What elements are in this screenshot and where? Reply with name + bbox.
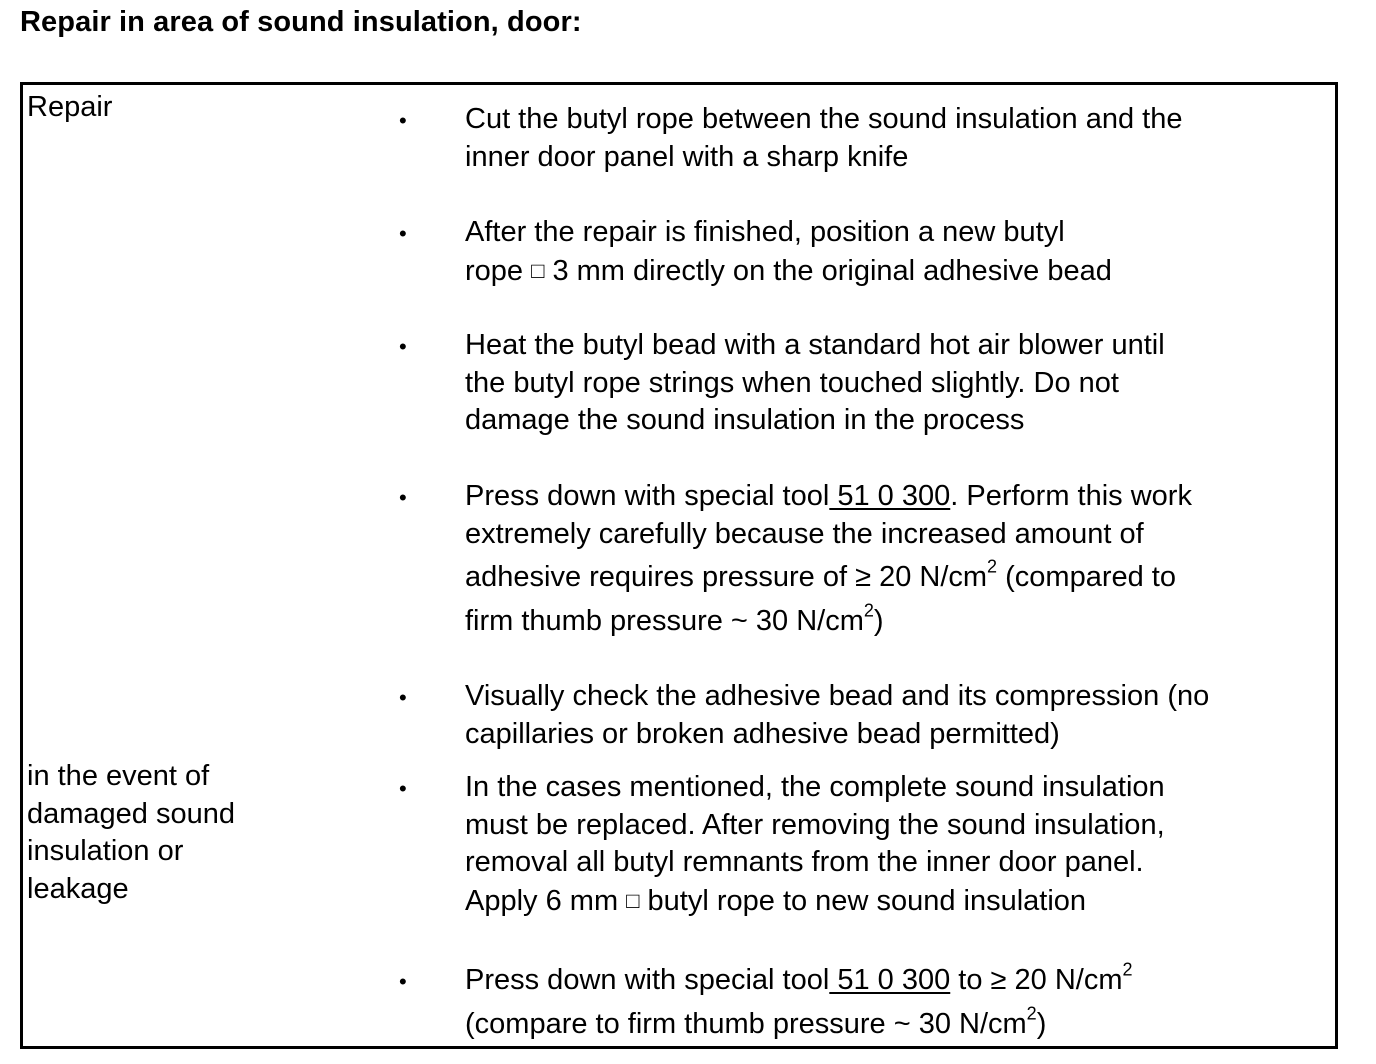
- superscript: 2: [987, 556, 998, 577]
- step-text: adhesive requires pressure of ≥ 20 N/cm: [465, 561, 988, 593]
- step-replace-insulation: [465, 769, 1345, 920]
- step-line: Cut the butyl rope between the sound insulation and the: [465, 103, 1183, 135]
- step-press-down-final: [465, 959, 1345, 1043]
- step-line: [465, 959, 1345, 1000]
- step-line: [465, 1003, 1345, 1044]
- bullet-icon: •: [399, 969, 407, 994]
- bullet-icon: •: [399, 221, 407, 246]
- step-line: Heat the butyl bead with a standard hot air blower until: [465, 329, 1165, 361]
- step-line: [465, 882, 1345, 921]
- step-text: (compare to firm thumb pressure ~ 30 N/cm: [465, 1007, 1027, 1040]
- step-line: damage the sound insulation in the process: [465, 404, 1025, 436]
- step-text: (compared to: [997, 561, 1176, 593]
- step-line: After the repair is finished, position a new butyl: [465, 216, 1065, 248]
- page-title: Repair in area of sound insulation, door:: [20, 6, 582, 38]
- step-text: firm thumb pressure ~ 30 N/cm: [465, 604, 864, 637]
- step-text: ): [873, 604, 884, 637]
- step-line: must be replaced. After removing the sound insulation,: [465, 808, 1165, 841]
- special-tool-number: 51 0 300: [829, 964, 951, 996]
- step-line: [465, 600, 1345, 641]
- step-line: [465, 252, 1345, 291]
- step-line: capillaries or broken adhesive bead permitted): [465, 717, 1060, 750]
- step-text: 3 mm directly on the original adhesive bead: [544, 254, 1112, 287]
- bullet-icon: •: [399, 485, 407, 510]
- step-line: [465, 478, 1345, 516]
- step-press-down-tool: [465, 478, 1345, 640]
- step-line: In the cases mentioned, the complete sound insulation: [465, 771, 1165, 803]
- step-text: Press down with special tool: [465, 480, 830, 512]
- step-line: [465, 556, 1345, 597]
- step-cut-butyl-rope: [465, 101, 1345, 176]
- label-line: leakage: [27, 872, 129, 905]
- superscript: 2: [1122, 959, 1133, 980]
- step-line: Visually check the adhesive bead and its compression (no: [465, 680, 1210, 712]
- step-heat-butyl-bead: [465, 327, 1345, 440]
- square-symbol-icon: □: [531, 257, 545, 283]
- bullet-icon: •: [399, 334, 407, 359]
- step-line: the butyl rope strings when touched slightly. Do not: [465, 366, 1119, 399]
- superscript: 2: [863, 600, 874, 620]
- square-symbol-icon: □: [626, 887, 640, 913]
- label-damaged-insulation: [27, 758, 235, 908]
- step-text: to ≥ 20 N/cm: [950, 964, 1123, 996]
- bullet-icon: •: [399, 776, 407, 801]
- step-text: Press down with special tool: [465, 964, 830, 996]
- step-text: ): [1036, 1007, 1047, 1040]
- special-tool-number: 51 0 300: [829, 480, 951, 512]
- step-visual-check: [465, 678, 1345, 753]
- step-line: inner door panel with a sharp knife: [465, 140, 909, 173]
- step-text: rope: [465, 254, 532, 287]
- label-repair: Repair: [27, 91, 113, 123]
- step-position-new-rope: [465, 214, 1345, 290]
- step-text: butyl rope to new sound insulation: [639, 884, 1087, 917]
- label-line: damaged sound: [27, 797, 235, 830]
- bullet-icon: •: [399, 108, 407, 133]
- label-line: in the event of: [27, 760, 210, 792]
- superscript: 2: [1026, 1003, 1037, 1023]
- bullet-icon: •: [399, 685, 407, 710]
- step-line: removal all butyl remnants from the inner door panel.: [465, 846, 1144, 878]
- step-text: Apply 6 mm: [465, 884, 627, 917]
- step-line: extremely carefully because the increased amount of: [465, 517, 1144, 550]
- instruction-table: [20, 82, 1338, 1049]
- step-text: . Perform this work: [950, 480, 1192, 512]
- label-line: insulation or: [27, 835, 184, 867]
